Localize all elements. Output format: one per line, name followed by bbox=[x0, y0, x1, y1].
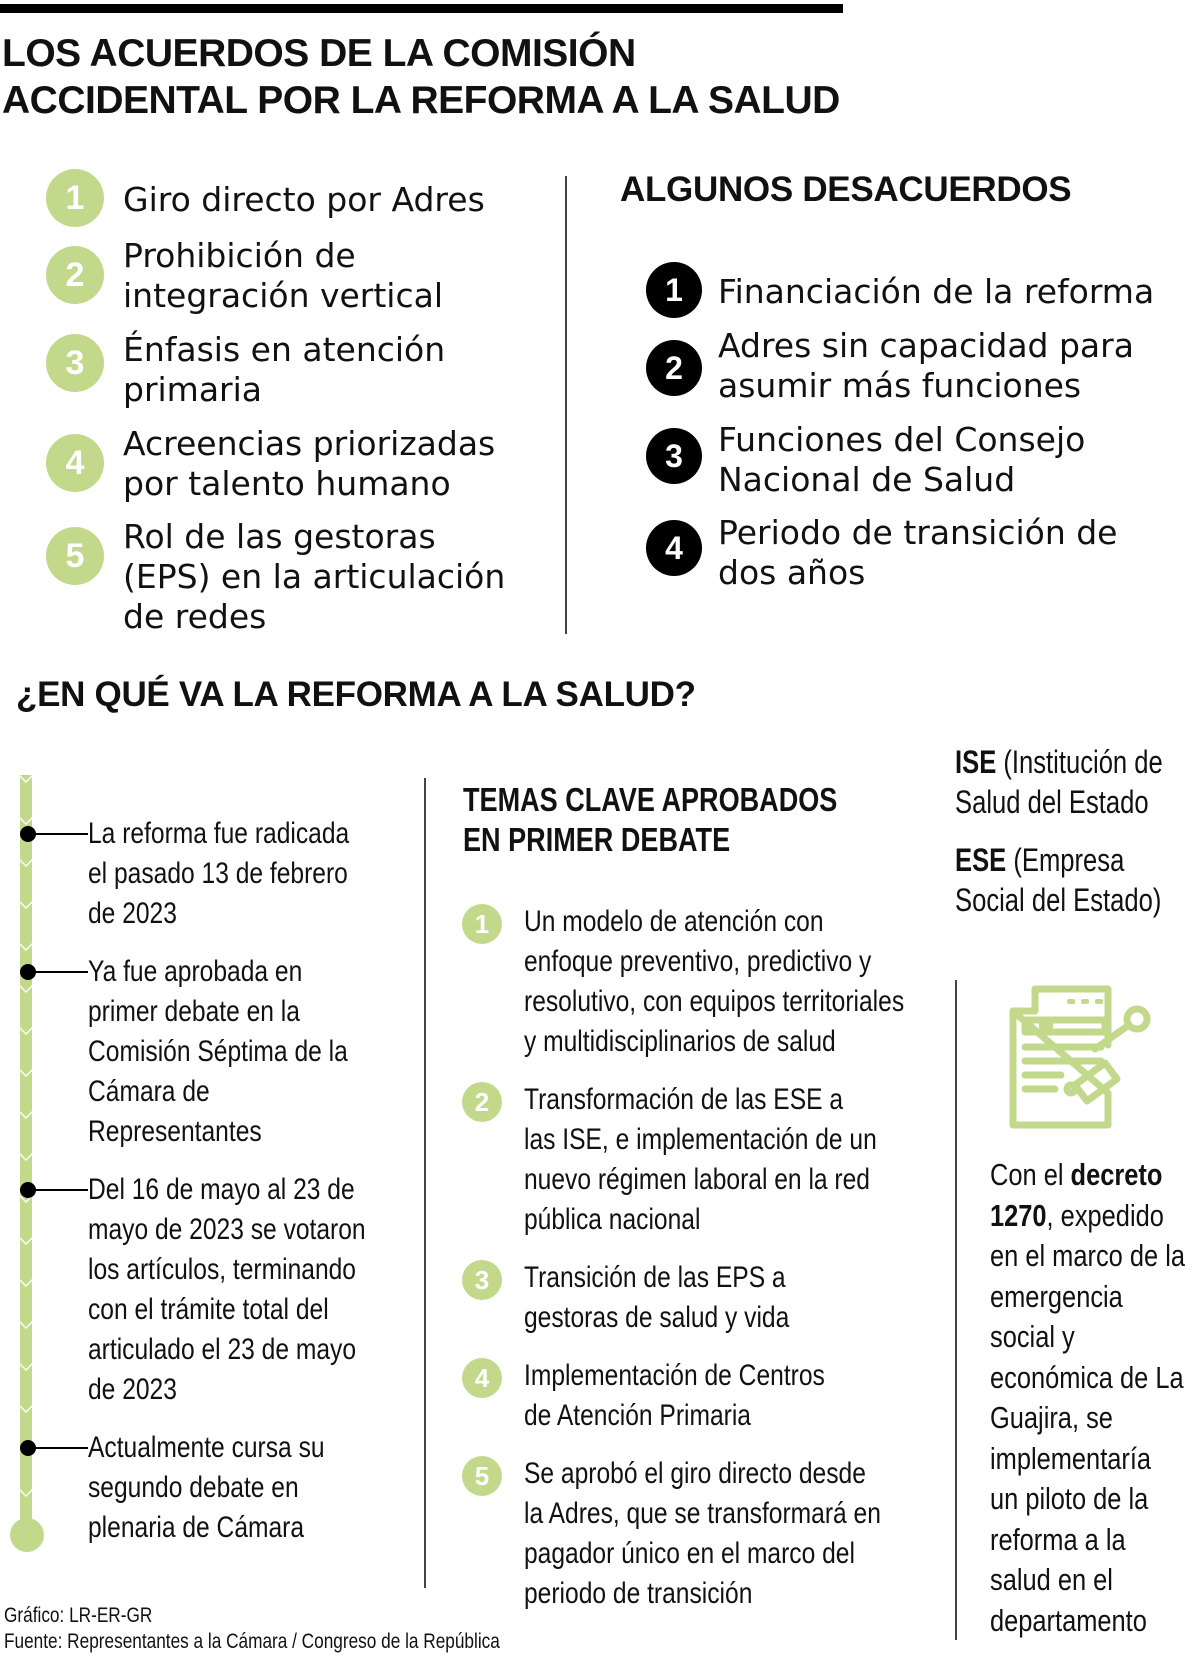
timeline-connector bbox=[34, 971, 88, 973]
line: de 2023 bbox=[88, 1373, 177, 1406]
acuerdo-item bbox=[123, 236, 443, 316]
line: los artículos, terminando bbox=[88, 1253, 356, 1286]
line: Cámara de bbox=[88, 1075, 210, 1108]
line: por talento humano bbox=[123, 464, 451, 503]
timeline-entry bbox=[88, 814, 349, 934]
timeline-end-dot bbox=[10, 1518, 44, 1552]
desacuerdo-item bbox=[718, 326, 1134, 406]
line: Nacional de Salud bbox=[718, 460, 1016, 499]
line: plenaria de Cámara bbox=[88, 1511, 305, 1544]
desacuerdos-heading: ALGUNOS DESACUERDOS bbox=[620, 170, 1072, 209]
line: mayo de 2023 se votaron bbox=[88, 1213, 366, 1246]
acuerdo-item bbox=[123, 424, 495, 504]
line: segundo debate en bbox=[88, 1471, 299, 1504]
line: el pasado 13 de febrero bbox=[88, 857, 348, 890]
number-badge: 3 bbox=[462, 1260, 502, 1300]
acuerdo-item bbox=[123, 180, 485, 220]
number-badge: 4 bbox=[462, 1358, 502, 1398]
line: Un modelo de atención con bbox=[524, 905, 824, 938]
line: Se aprobó el giro directo desde bbox=[524, 1457, 866, 1490]
line: de Atención Primaria bbox=[524, 1399, 751, 1432]
credit-fuente: Fuente: Representantes a la Cámara / Congreso de la República bbox=[4, 1630, 500, 1653]
line: salud en el bbox=[990, 1562, 1113, 1597]
number-badge: 5 bbox=[46, 527, 104, 585]
page-title bbox=[2, 30, 840, 124]
line: Guajira, se bbox=[990, 1400, 1113, 1435]
line: (EPS) en la articulación bbox=[123, 557, 506, 596]
line: dos años bbox=[718, 553, 866, 592]
tema-item bbox=[524, 1080, 877, 1240]
tema-item bbox=[524, 1356, 825, 1436]
desacuerdo-item bbox=[718, 513, 1117, 593]
line: Transición de las EPS a bbox=[524, 1261, 786, 1294]
timeline-connector bbox=[34, 1447, 88, 1449]
line: primaria bbox=[123, 370, 263, 409]
line: y multidisciplinarios de salud bbox=[524, 1025, 836, 1058]
line: en el marco de la bbox=[990, 1238, 1186, 1273]
decreto-note bbox=[990, 1155, 1185, 1641]
abbr: ISE bbox=[955, 744, 997, 780]
acuerdo-item bbox=[123, 517, 505, 637]
timeline-connector bbox=[34, 833, 88, 835]
line: nuevo régimen laboral en la red bbox=[524, 1163, 870, 1196]
line: gestoras de salud y vida bbox=[524, 1301, 790, 1334]
line: Rol de las gestoras bbox=[123, 517, 436, 556]
line: social y bbox=[990, 1319, 1075, 1354]
line: pública nacional bbox=[524, 1203, 701, 1236]
column-divider bbox=[424, 778, 426, 1588]
column-divider bbox=[955, 980, 957, 1640]
line: Salud del Estado bbox=[955, 784, 1149, 820]
line: Social del Estado) bbox=[955, 882, 1162, 918]
line: emergencia bbox=[990, 1278, 1123, 1314]
text: Con el bbox=[990, 1157, 1071, 1192]
line: periodo de transición bbox=[524, 1577, 753, 1610]
document-stamp-icon bbox=[1005, 985, 1155, 1130]
line: Giro directo por Adres bbox=[123, 180, 485, 219]
number-badge: 4 bbox=[46, 434, 104, 492]
number-badge: 1 bbox=[462, 904, 502, 944]
line: Ya fue aprobada en bbox=[88, 955, 303, 988]
line: integración vertical bbox=[123, 276, 444, 315]
number-badge: 1 bbox=[46, 169, 104, 227]
line: con el trámite total del bbox=[88, 1293, 329, 1326]
abbr: ESE bbox=[955, 842, 1007, 878]
temas-heading bbox=[463, 780, 837, 860]
line: implementaría bbox=[990, 1440, 1152, 1476]
line: pagador único en el marco del bbox=[524, 1537, 855, 1570]
line: Funciones del Consejo bbox=[718, 420, 1086, 459]
reforma-heading: ¿EN QUÉ VA LA REFORMA A LA SALUD? bbox=[16, 675, 696, 714]
credit-grafico: Gráfico: LR-ER-GR bbox=[4, 1604, 153, 1627]
timeline-chevrons bbox=[18, 775, 34, 1545]
timeline-entry bbox=[88, 1170, 366, 1410]
emphasis: decreto bbox=[1070, 1157, 1163, 1192]
line: de 2023 bbox=[88, 897, 177, 930]
line: departamento bbox=[990, 1602, 1147, 1638]
number-badge: 2 bbox=[646, 340, 702, 396]
number-badge: 5 bbox=[462, 1456, 502, 1496]
line: la Adres, que se transformará en bbox=[524, 1497, 881, 1530]
number-badge: 2 bbox=[46, 246, 104, 304]
line: Implementación de Centros bbox=[524, 1359, 825, 1392]
heading-line: TEMAS CLAVE APROBADOS bbox=[463, 781, 838, 818]
line: un piloto de la bbox=[990, 1481, 1149, 1516]
number-badge: 3 bbox=[46, 334, 104, 392]
tema-item bbox=[524, 1258, 789, 1338]
line: primer debate en la bbox=[88, 995, 300, 1028]
line: Acreencias priorizadas bbox=[123, 424, 496, 463]
desacuerdo-item bbox=[718, 420, 1085, 500]
top-rule bbox=[0, 4, 843, 13]
line: Transformación de las ESE a bbox=[524, 1083, 844, 1116]
title-line-1: LOS ACUERDOS DE LA COMISIÓN bbox=[2, 32, 636, 75]
line: enfoque preventivo, predictivo y bbox=[524, 945, 872, 978]
glossary-ise bbox=[955, 742, 1163, 822]
line: Adres sin capacidad para bbox=[718, 326, 1134, 365]
line: Periodo de transición de bbox=[718, 513, 1118, 552]
line: Representantes bbox=[88, 1115, 262, 1148]
line: económica de La bbox=[990, 1359, 1184, 1395]
text: , expedido bbox=[1046, 1197, 1164, 1233]
column-divider bbox=[565, 176, 567, 634]
line: Del 16 de mayo al 23 de bbox=[88, 1173, 355, 1206]
line: La reforma fue radicada bbox=[88, 817, 350, 850]
timeline-connector bbox=[34, 1189, 88, 1191]
timeline-entry bbox=[88, 1428, 325, 1548]
line: articulado el 23 de mayo bbox=[88, 1333, 357, 1366]
glossary-ese bbox=[955, 840, 1161, 920]
heading-line: EN PRIMER DEBATE bbox=[463, 821, 731, 858]
number-badge: 3 bbox=[646, 428, 702, 484]
tema-item bbox=[524, 902, 904, 1062]
line: (Institución de bbox=[996, 744, 1163, 780]
line: Prohibición de bbox=[123, 236, 356, 275]
emphasis: 1270 bbox=[990, 1197, 1047, 1233]
tema-item bbox=[524, 1454, 881, 1614]
number-badge: 1 bbox=[646, 262, 702, 318]
line: reforma a la bbox=[990, 1521, 1126, 1557]
line: asumir más funciones bbox=[718, 366, 1082, 405]
acuerdo-item bbox=[123, 330, 445, 410]
line: Comisión Séptima de la bbox=[88, 1035, 348, 1068]
number-badge: 2 bbox=[462, 1082, 502, 1122]
line: Actualmente cursa su bbox=[88, 1431, 325, 1464]
title-line-2: ACCIDENTAL POR LA REFORMA A LA SALUD bbox=[2, 79, 840, 122]
line: Financiación de la reforma bbox=[718, 272, 1155, 311]
line: de redes bbox=[123, 597, 267, 636]
line: (Empresa bbox=[1006, 842, 1125, 878]
line: Énfasis en atención bbox=[123, 330, 446, 369]
number-badge: 4 bbox=[646, 520, 702, 576]
desacuerdo-item bbox=[718, 272, 1154, 312]
line: las ISE, e implementación de un bbox=[524, 1123, 877, 1156]
line: resolutivo, con equipos territoriales bbox=[524, 985, 905, 1018]
timeline-entry bbox=[88, 952, 348, 1152]
